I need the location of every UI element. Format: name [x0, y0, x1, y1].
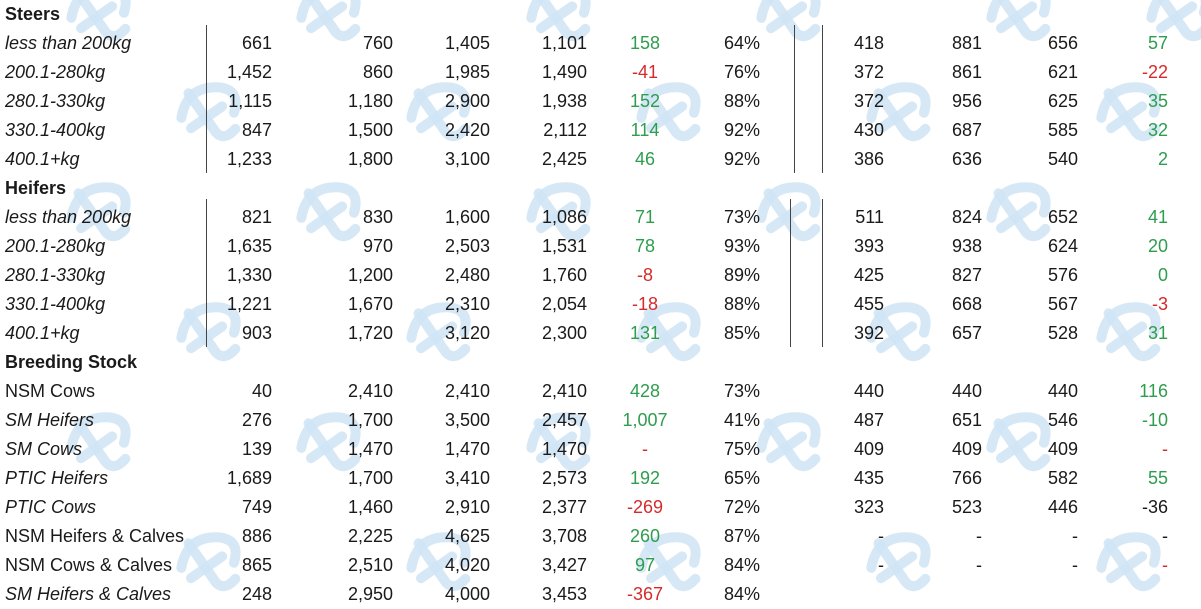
- col-5-change: 114: [630, 120, 660, 140]
- col-9-value: 656: [1047, 33, 1078, 53]
- table-row: [0, 406, 1201, 435]
- col-2-value: 1,700: [347, 468, 393, 488]
- col-3-value: 1,470: [444, 439, 490, 459]
- col-6-percent: 89%: [723, 265, 760, 285]
- col-7-value: 393: [853, 236, 884, 256]
- col-7-value: 455: [853, 294, 884, 314]
- col-2-value: 830: [362, 207, 393, 227]
- row-label: 330.1-400kg: [5, 294, 106, 314]
- row-label: 200.1-280kg: [5, 62, 106, 82]
- col-8-value: -: [976, 555, 982, 575]
- col-5-change: 71: [634, 207, 656, 227]
- col-2-value: 2,410: [347, 381, 393, 401]
- section-title: Heifers: [5, 178, 67, 198]
- col-3-value: 2,310: [444, 294, 490, 314]
- col-9-value: 546: [1047, 410, 1078, 430]
- col-3-value: 2,900: [444, 91, 490, 111]
- col-8-value: 636: [951, 149, 982, 169]
- col-9-value: 585: [1047, 120, 1078, 140]
- column-divider: [790, 199, 791, 347]
- col-1-value: 1,115: [228, 91, 272, 111]
- col-9-value: 528: [1047, 323, 1078, 343]
- col-2-value: 2,950: [347, 584, 393, 604]
- table-row: [0, 232, 1201, 261]
- table-row: [0, 87, 1201, 116]
- col-8-value: 409: [951, 439, 982, 459]
- col-4-value: 2,112: [543, 120, 587, 140]
- col-5-change: 97: [634, 555, 656, 575]
- table-row: [0, 319, 1201, 348]
- col-5-change: 78: [634, 236, 656, 256]
- section-header: [0, 174, 1201, 203]
- col-1-value: 139: [241, 439, 272, 459]
- row-label: SM Heifers & Calves: [5, 584, 172, 604]
- col-3-value: 4,020: [444, 555, 490, 575]
- col-2-value: 1,720: [347, 323, 393, 343]
- col-8-value: 687: [951, 120, 982, 140]
- table-row: [0, 377, 1201, 406]
- row-label: NSM Heifers & Calves: [5, 526, 185, 546]
- table-row: [0, 29, 1201, 58]
- section-header: [0, 348, 1201, 377]
- col-2-value: 1,500: [347, 120, 393, 140]
- table-row: [0, 435, 1201, 464]
- col-2-value: 2,225: [347, 526, 393, 546]
- col-10-change: 0: [1157, 265, 1168, 285]
- col-1-value: 1,689: [226, 468, 272, 488]
- col-9-value: -: [1072, 555, 1078, 575]
- table-row: [0, 493, 1201, 522]
- col-2-value: 1,670: [347, 294, 393, 314]
- col-10-change: 2: [1157, 149, 1168, 169]
- row-label: NSM Cows & Calves: [5, 555, 173, 575]
- col-6-percent: 41%: [723, 410, 760, 430]
- row-label: less than 200kg: [5, 33, 132, 53]
- row-label: SM Heifers: [5, 410, 95, 430]
- col-4-value: 1,490: [541, 62, 587, 82]
- col-4-value: 2,054: [541, 294, 587, 314]
- col-5-change: 260: [629, 526, 661, 546]
- col-1-value: 1,635: [226, 236, 272, 256]
- col-5-change: -41: [631, 62, 658, 82]
- table-row: [0, 203, 1201, 232]
- row-label: less than 200kg: [5, 207, 132, 227]
- row-label: 400.1+kg: [5, 149, 80, 169]
- col-5-change: 192: [629, 468, 661, 488]
- col-5-change: 131: [629, 323, 661, 343]
- col-10-change: -10: [1141, 410, 1168, 430]
- col-4-value: 1,938: [541, 91, 587, 111]
- col-10-change: -22: [1141, 62, 1168, 82]
- col-6-percent: 87%: [723, 526, 760, 546]
- col-1-value: 886: [241, 526, 272, 546]
- col-10-change: 55: [1147, 468, 1168, 488]
- col-9-value: 625: [1047, 91, 1078, 111]
- col-5-change: 152: [629, 91, 661, 111]
- col-6-percent: 64%: [723, 33, 760, 53]
- col-9-value: 446: [1047, 497, 1078, 517]
- col-6-percent: 88%: [723, 91, 760, 111]
- col-9-value: 440: [1047, 381, 1078, 401]
- col-1-value: 821: [241, 207, 272, 227]
- col-8-value: 956: [951, 91, 982, 111]
- col-6-percent: 92%: [723, 149, 760, 169]
- col-2-value: 1,460: [347, 497, 393, 517]
- row-label: PTIC Heifers: [5, 468, 109, 488]
- column-divider: [794, 25, 795, 173]
- table-row: [0, 145, 1201, 174]
- row-label: 200.1-280kg: [5, 236, 106, 256]
- col-7-value: -: [878, 526, 884, 546]
- col-9-value: 621: [1047, 62, 1078, 82]
- col-4-value: 1,101: [541, 33, 587, 53]
- col-9-value: 624: [1047, 236, 1078, 256]
- col-10-change: -: [1162, 526, 1168, 546]
- col-4-value: 3,453: [541, 584, 587, 604]
- col-10-change: 41: [1147, 207, 1168, 227]
- col-5-change: -269: [626, 497, 664, 517]
- col-5-change: -8: [636, 265, 653, 285]
- col-4-value: 3,427: [541, 555, 587, 575]
- col-8-value: 861: [951, 62, 982, 82]
- table-row: [0, 580, 1201, 609]
- col-10-change: 116: [1139, 381, 1168, 401]
- col-7-value: 372: [853, 91, 884, 111]
- col-8-value: 668: [951, 294, 982, 314]
- col-2-value: 1,700: [347, 410, 393, 430]
- col-10-change: -36: [1141, 497, 1168, 517]
- col-7-value: 386: [853, 149, 884, 169]
- col-5-change: -367: [626, 584, 664, 604]
- row-label: 280.1-330kg: [5, 265, 106, 285]
- col-5-change: 46: [634, 149, 656, 169]
- col-1-value: 1,221: [226, 294, 272, 314]
- col-6-percent: 75%: [723, 439, 760, 459]
- row-label: 280.1-330kg: [5, 91, 106, 111]
- col-4-value: 1,760: [541, 265, 587, 285]
- col-9-value: 576: [1047, 265, 1078, 285]
- row-label: PTIC Cows: [5, 497, 97, 517]
- col-3-value: 2,910: [444, 497, 490, 517]
- col-6-percent: 65%: [723, 468, 760, 488]
- col-7-value: 435: [853, 468, 884, 488]
- col-8-value: 657: [951, 323, 982, 343]
- col-5-change: 1,007: [622, 410, 668, 430]
- col-5-change: 158: [629, 33, 661, 53]
- col-5-change: -: [642, 439, 648, 459]
- col-3-value: 2,503: [444, 236, 490, 256]
- col-4-value: 2,425: [541, 149, 587, 169]
- column-divider: [206, 199, 207, 347]
- col-5-change: -18: [631, 294, 658, 314]
- col-7-value: -: [878, 555, 884, 575]
- col-7-value: 418: [853, 33, 884, 53]
- col-2-value: 1,180: [347, 91, 393, 111]
- table-row: [0, 58, 1201, 87]
- col-10-change: 31: [1147, 323, 1168, 343]
- col-8-value: 651: [951, 410, 982, 430]
- table-row: [0, 551, 1201, 580]
- col-2-value: 2,510: [347, 555, 393, 575]
- row-label: NSM Cows: [5, 381, 96, 401]
- col-3-value: 1,405: [444, 33, 490, 53]
- col-8-value: -: [976, 526, 982, 546]
- col-10-change: -: [1162, 555, 1168, 575]
- col-9-value: 582: [1047, 468, 1078, 488]
- col-4-value: 3,708: [541, 526, 587, 546]
- col-1-value: 865: [241, 555, 272, 575]
- col-3-value: 3,120: [444, 323, 490, 343]
- col-3-value: 3,100: [444, 149, 490, 169]
- column-divider: [822, 199, 823, 347]
- col-3-value: 3,410: [444, 468, 490, 488]
- col-10-change: -: [1162, 439, 1168, 459]
- col-7-value: 430: [853, 120, 884, 140]
- col-8-value: 824: [951, 207, 982, 227]
- table-row: [0, 522, 1201, 551]
- col-4-value: 2,300: [541, 323, 587, 343]
- row-label: 400.1+kg: [5, 323, 80, 343]
- col-2-value: 760: [362, 33, 393, 53]
- col-1-value: 276: [241, 410, 272, 430]
- section-header: [0, 0, 1201, 29]
- col-8-value: 881: [951, 33, 982, 53]
- col-1-value: 749: [241, 497, 272, 517]
- col-6-percent: 84%: [723, 584, 760, 604]
- col-6-percent: 72%: [723, 497, 760, 517]
- col-8-value: 523: [951, 497, 982, 517]
- col-6-percent: 73%: [723, 381, 760, 401]
- col-4-value: 1,086: [541, 207, 587, 227]
- col-4-value: 2,573: [541, 468, 587, 488]
- col-6-percent: 76%: [723, 62, 760, 82]
- col-8-value: 440: [951, 381, 982, 401]
- col-10-change: 57: [1147, 33, 1168, 53]
- table-row: [0, 464, 1201, 493]
- col-6-percent: 88%: [723, 294, 760, 314]
- table-row: [0, 116, 1201, 145]
- col-4-value: 1,531: [541, 236, 587, 256]
- column-divider: [206, 25, 207, 173]
- table-row: [0, 261, 1201, 290]
- col-1-value: 1,452: [226, 62, 272, 82]
- col-6-percent: 84%: [723, 555, 760, 575]
- col-1-value: 40: [251, 381, 272, 401]
- col-7-value: 440: [853, 381, 884, 401]
- col-6-percent: 73%: [723, 207, 760, 227]
- col-8-value: 938: [951, 236, 982, 256]
- col-3-value: 4,625: [444, 526, 490, 546]
- col-3-value: 2,420: [444, 120, 490, 140]
- col-8-value: 827: [951, 265, 982, 285]
- col-4-value: 2,410: [541, 381, 587, 401]
- col-2-value: 1,470: [347, 439, 393, 459]
- col-1-value: 847: [241, 120, 272, 140]
- col-7-value: 409: [853, 439, 884, 459]
- col-7-value: 392: [853, 323, 884, 343]
- col-2-value: 860: [362, 62, 393, 82]
- col-6-percent: 85%: [723, 323, 760, 343]
- col-3-value: 2,480: [444, 265, 490, 285]
- col-7-value: 372: [853, 62, 884, 82]
- col-7-value: 487: [853, 410, 884, 430]
- col-3-value: 1,985: [444, 62, 490, 82]
- col-4-value: 1,470: [541, 439, 587, 459]
- col-4-value: 2,377: [541, 497, 587, 517]
- col-6-percent: 92%: [723, 120, 760, 140]
- col-8-value: 766: [951, 468, 982, 488]
- col-2-value: 970: [362, 236, 393, 256]
- col-5-change: 428: [629, 381, 661, 401]
- col-4-value: 2,457: [541, 410, 587, 430]
- table-row: [0, 290, 1201, 319]
- section-title: Breeding Stock: [5, 352, 138, 372]
- col-1-value: 1,330: [226, 265, 272, 285]
- row-label: 330.1-400kg: [5, 120, 106, 140]
- col-3-value: 2,410: [444, 381, 490, 401]
- section-title: Steers: [5, 4, 61, 24]
- col-3-value: 3,500: [444, 410, 490, 430]
- col-1-value: 248: [241, 584, 272, 604]
- col-1-value: 903: [241, 323, 272, 343]
- col-2-value: 1,200: [347, 265, 393, 285]
- col-3-value: 4,000: [444, 584, 490, 604]
- col-1-value: 661: [241, 33, 272, 53]
- col-7-value: 323: [853, 497, 884, 517]
- col-10-change: 32: [1147, 120, 1168, 140]
- col-9-value: 567: [1047, 294, 1078, 314]
- column-divider: [822, 25, 823, 173]
- col-10-change: 20: [1147, 236, 1168, 256]
- col-7-value: 425: [853, 265, 884, 285]
- col-10-change: 35: [1147, 91, 1168, 111]
- col-6-percent: 93%: [723, 236, 760, 256]
- col-9-value: 409: [1047, 439, 1078, 459]
- col-3-value: 1,600: [444, 207, 490, 227]
- row-label: SM Cows: [5, 439, 83, 459]
- col-9-value: -: [1072, 526, 1078, 546]
- col-9-value: 652: [1047, 207, 1078, 227]
- col-9-value: 540: [1047, 149, 1078, 169]
- col-10-change: -3: [1151, 294, 1168, 314]
- col-7-value: 511: [855, 207, 884, 227]
- col-2-value: 1,800: [347, 149, 393, 169]
- col-1-value: 1,233: [226, 149, 272, 169]
